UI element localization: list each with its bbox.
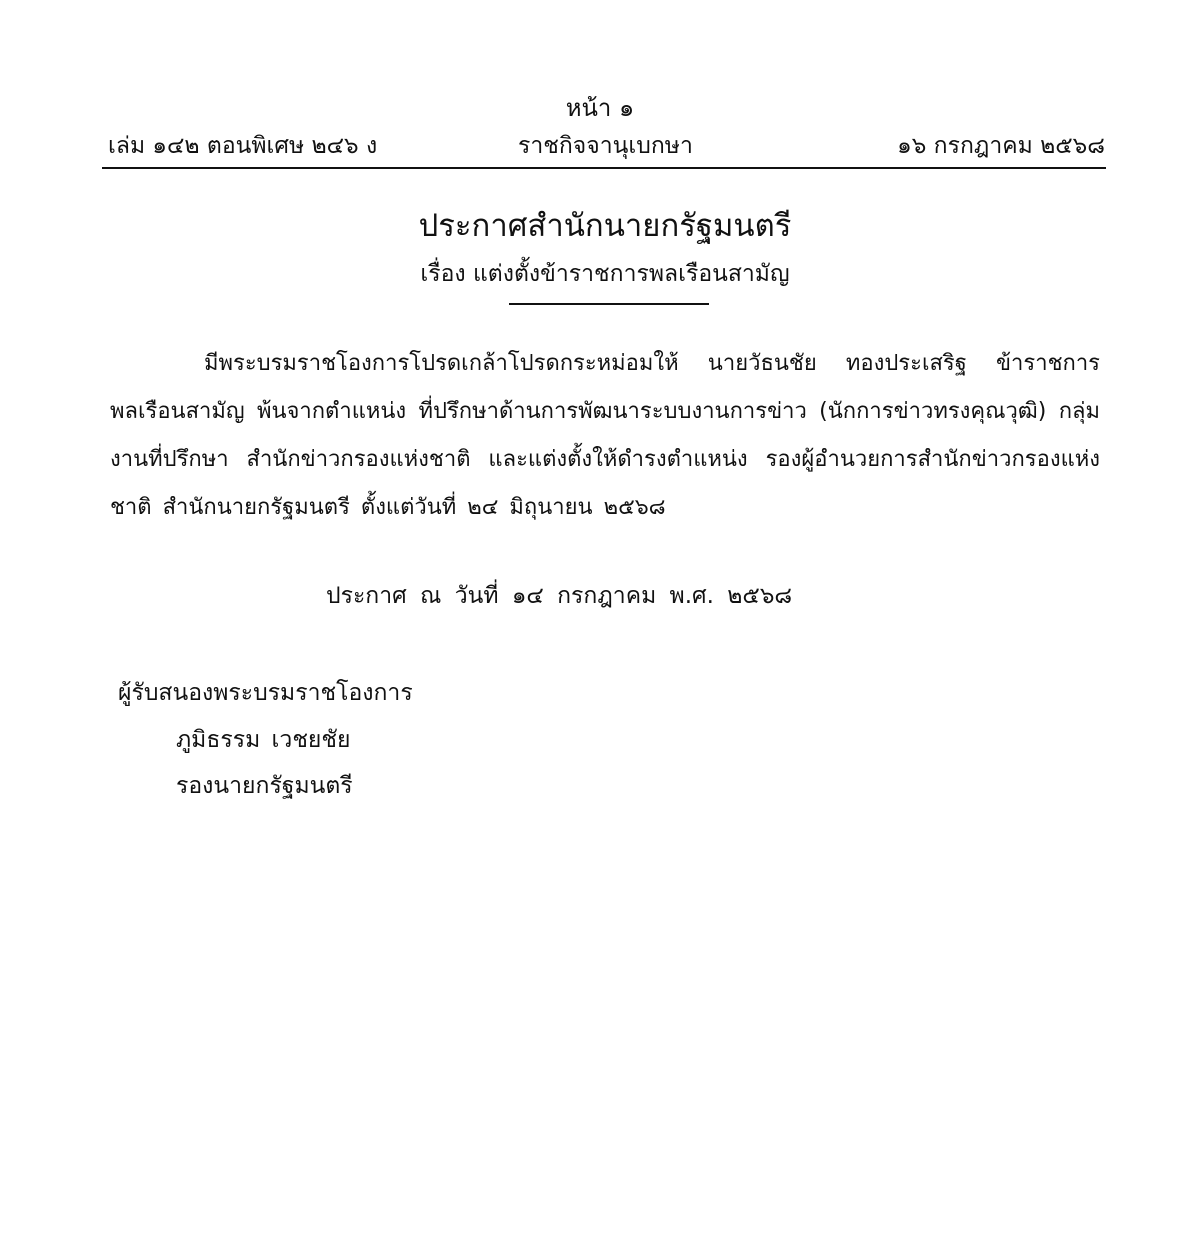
- signer-name: ภูมิธรรม เวชยชัย: [176, 727, 351, 753]
- document-subject: เรื่อง แต่งตั้งข้าราชการพลเรือนสามัญ: [420, 261, 790, 287]
- gazette-header: [108, 128, 1105, 164]
- header-divider: [102, 167, 1106, 169]
- announcement-date: ประกาศ ณ วันที่ ๑๔ กรกฎาคม พ.ศ. ๒๕๖๘: [326, 583, 793, 609]
- signer-position: รองนายกรัฐมนตรี: [176, 773, 353, 799]
- page-number: หน้า ๑: [565, 94, 635, 122]
- gazette-name: ราชกิจจานุเบกษา: [518, 133, 693, 159]
- gazette-date: ๑๖ กรกฎาคม ๒๕๖๘: [897, 133, 1105, 159]
- signer-role: ผู้รับสนองพระบรมราชโองการ: [118, 680, 413, 706]
- volume-issue: เล่ม ๑๔๒ ตอนพิเศษ ๒๔๖ ง: [108, 133, 378, 159]
- body-paragraph: มีพระบรมราชโองการโปรดเกล้าโปรดกระหม่อมให้ นายวัธนชัย ทองประเสริฐ ข้าราชการพลเรือนสามัญ พ้นจากตำแหน่ง ที่ปรึกษาด้านการพัฒนาระบบงานการข่าว (นักการข่าวทรงคุณวุฒิ) กลุ่มงานที่ปรึกษา สำนักข่าวกรองแห่งชาติ และแต่งตั้งให้ดำรงตำแหน่ง รองผู้อำนวยการสำนักข่าวกรองแห่งชาติ สำนักนายกรัฐมนตรี ตั้งแต่วันที่ ๒๔ มิถุนายน ๒๕๖๘: [110, 351, 1100, 520]
- document-title: ประกาศสำนักนายกรัฐมนตรี: [418, 208, 792, 244]
- title-divider: [509, 303, 709, 305]
